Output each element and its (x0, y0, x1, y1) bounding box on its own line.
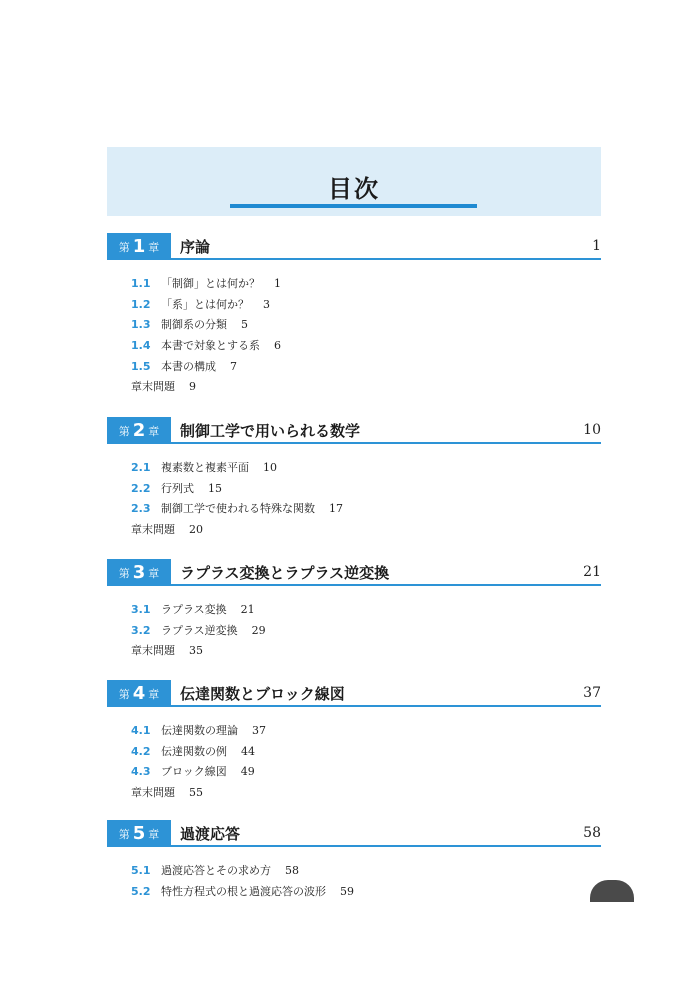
chapter-prefix: 第 (118, 827, 130, 841)
section-page: 3 (263, 297, 270, 311)
section-title: 行列式 (161, 481, 194, 495)
section-page: 10 (263, 461, 277, 474)
section-item[interactable] (107, 458, 601, 479)
section-title: 制御工学で使われる特殊な関数 (161, 502, 315, 516)
chapter-rule (171, 258, 601, 260)
chapter-prefix: 第 (118, 566, 130, 580)
section-page: 59 (340, 884, 354, 898)
section-item[interactable] (107, 882, 601, 903)
chapter-number: 5 (132, 822, 146, 844)
chapter-3 (107, 559, 601, 662)
chapter-2 (107, 417, 601, 541)
chapter-rule (171, 705, 601, 707)
section-page: 44 (241, 744, 255, 758)
section-item[interactable] (107, 274, 601, 295)
chapter-prefix: 第 (118, 424, 130, 438)
section-title: 「制御」とは何か？ (161, 277, 260, 290)
chapter-exercises[interactable] (107, 641, 601, 662)
section-item[interactable] (107, 600, 601, 621)
chapter-page: 21 (583, 564, 601, 580)
section-item[interactable] (107, 861, 601, 882)
chapter-page: 58 (583, 825, 601, 841)
section-number: 2.3 (131, 502, 151, 516)
chapter-suffix: 章 (148, 424, 160, 438)
section-number: 2.2 (131, 481, 151, 495)
exercises-label: 章末問題 (131, 523, 175, 537)
title-underline (230, 204, 477, 208)
section-page: 15 (208, 481, 222, 495)
section-number: 1.5 (131, 359, 151, 373)
chapter-title: ラプラス変換とラプラス逆変換 (180, 564, 390, 582)
section-item[interactable] (107, 721, 601, 742)
chapter-heading[interactable] (107, 233, 601, 261)
chapter-badge (107, 233, 171, 260)
section-number: 2.1 (131, 461, 151, 474)
section-list (107, 274, 601, 398)
section-item[interactable] (107, 479, 601, 500)
page-thumb-tab (590, 880, 634, 902)
section-title: 本書の構成 (161, 359, 216, 373)
section-page: 7 (230, 359, 237, 373)
section-title: 制御系の分類 (161, 318, 227, 332)
section-item[interactable] (107, 762, 601, 783)
section-page: 29 (251, 623, 266, 637)
section-number: 4.3 (131, 765, 151, 779)
chapter-page: 10 (583, 422, 601, 438)
section-title: 「系」とは何か？ (161, 297, 249, 311)
exercises-page: 9 (189, 380, 196, 394)
section-page: 17 (329, 502, 343, 516)
section-list (107, 458, 601, 541)
section-title: 過渡応答とその求め方 (161, 864, 271, 877)
chapter-4 (107, 680, 601, 804)
section-list (107, 600, 601, 662)
section-item[interactable] (107, 499, 601, 520)
section-title: 複素数と複素平面 (161, 461, 249, 474)
chapter-prefix: 第 (118, 240, 130, 254)
section-item[interactable] (107, 621, 601, 642)
chapter-number: 1 (132, 235, 146, 257)
section-title: 本書で対象とする系 (161, 339, 260, 353)
chapter-exercises[interactable] (107, 783, 601, 804)
chapter-suffix: 章 (148, 827, 160, 841)
exercises-label: 章末問題 (131, 644, 175, 658)
chapter-suffix: 章 (148, 240, 160, 254)
chapter-exercises[interactable] (107, 377, 601, 398)
chapter-heading[interactable] (107, 559, 601, 587)
section-page: 6 (274, 339, 281, 353)
chapter-heading[interactable] (107, 680, 601, 708)
section-page: 37 (252, 724, 266, 737)
section-item[interactable] (107, 315, 601, 336)
section-title: 伝達関数の理論 (161, 724, 238, 737)
page-title: 目次 (328, 175, 380, 203)
chapter-badge (107, 820, 171, 847)
chapter-1 (107, 233, 601, 398)
chapter-number: 4 (132, 682, 146, 704)
chapter-page: 1 (592, 238, 601, 254)
section-title: ラプラス逆変換 (161, 623, 238, 637)
chapter-suffix: 章 (148, 687, 160, 701)
section-number: 1.1 (131, 277, 151, 290)
section-item[interactable] (107, 295, 601, 316)
chapter-number: 2 (132, 419, 146, 441)
exercises-page: 35 (189, 644, 203, 658)
exercises-page: 55 (189, 786, 203, 800)
section-number: 3.1 (131, 603, 151, 616)
section-title: 特性方程式の根と過渡応答の波形 (161, 884, 326, 898)
section-title: 伝達関数の例 (161, 744, 227, 758)
chapter-title: 制御工学で用いられる数学 (180, 422, 361, 440)
chapter-exercises[interactable] (107, 520, 601, 541)
section-title: ブロック線図 (161, 765, 227, 779)
toc-header (107, 147, 601, 216)
chapter-rule (171, 845, 601, 847)
section-number: 1.3 (131, 318, 151, 332)
section-title: ラプラス変換 (161, 603, 227, 616)
chapter-title: 過渡応答 (180, 825, 241, 843)
chapter-page: 37 (583, 685, 601, 701)
section-item[interactable] (107, 336, 601, 357)
exercises-label: 章末問題 (131, 786, 175, 800)
section-number: 1.4 (131, 339, 151, 353)
section-number: 1.2 (131, 297, 151, 311)
chapter-suffix: 章 (148, 566, 160, 580)
section-number: 3.2 (131, 623, 151, 637)
chapter-title: 伝達関数とブロック線図 (180, 685, 345, 703)
chapter-rule (171, 584, 601, 586)
section-item[interactable] (107, 357, 601, 378)
section-list (107, 721, 601, 804)
exercises-page: 20 (189, 523, 203, 537)
chapter-badge (107, 559, 171, 586)
section-list (107, 861, 601, 902)
section-number: 5.2 (131, 884, 151, 898)
section-number: 5.1 (131, 864, 151, 877)
chapter-badge (107, 417, 171, 444)
chapter-heading[interactable] (107, 417, 601, 445)
section-item[interactable] (107, 742, 601, 763)
chapter-number: 3 (132, 561, 146, 583)
chapter-heading[interactable] (107, 820, 601, 848)
chapter-title: 序論 (180, 238, 211, 256)
chapter-5 (107, 820, 601, 902)
section-page: 49 (240, 765, 255, 779)
section-page: 58 (285, 864, 299, 877)
exercises-label: 章末問題 (131, 380, 175, 394)
chapter-rule (171, 442, 601, 444)
section-number: 4.1 (131, 724, 151, 737)
section-page: 21 (240, 603, 255, 616)
section-page: 1 (274, 277, 281, 290)
section-page: 5 (241, 318, 248, 332)
chapter-prefix: 第 (118, 687, 130, 701)
section-number: 4.2 (131, 744, 151, 758)
chapter-badge (107, 680, 171, 707)
